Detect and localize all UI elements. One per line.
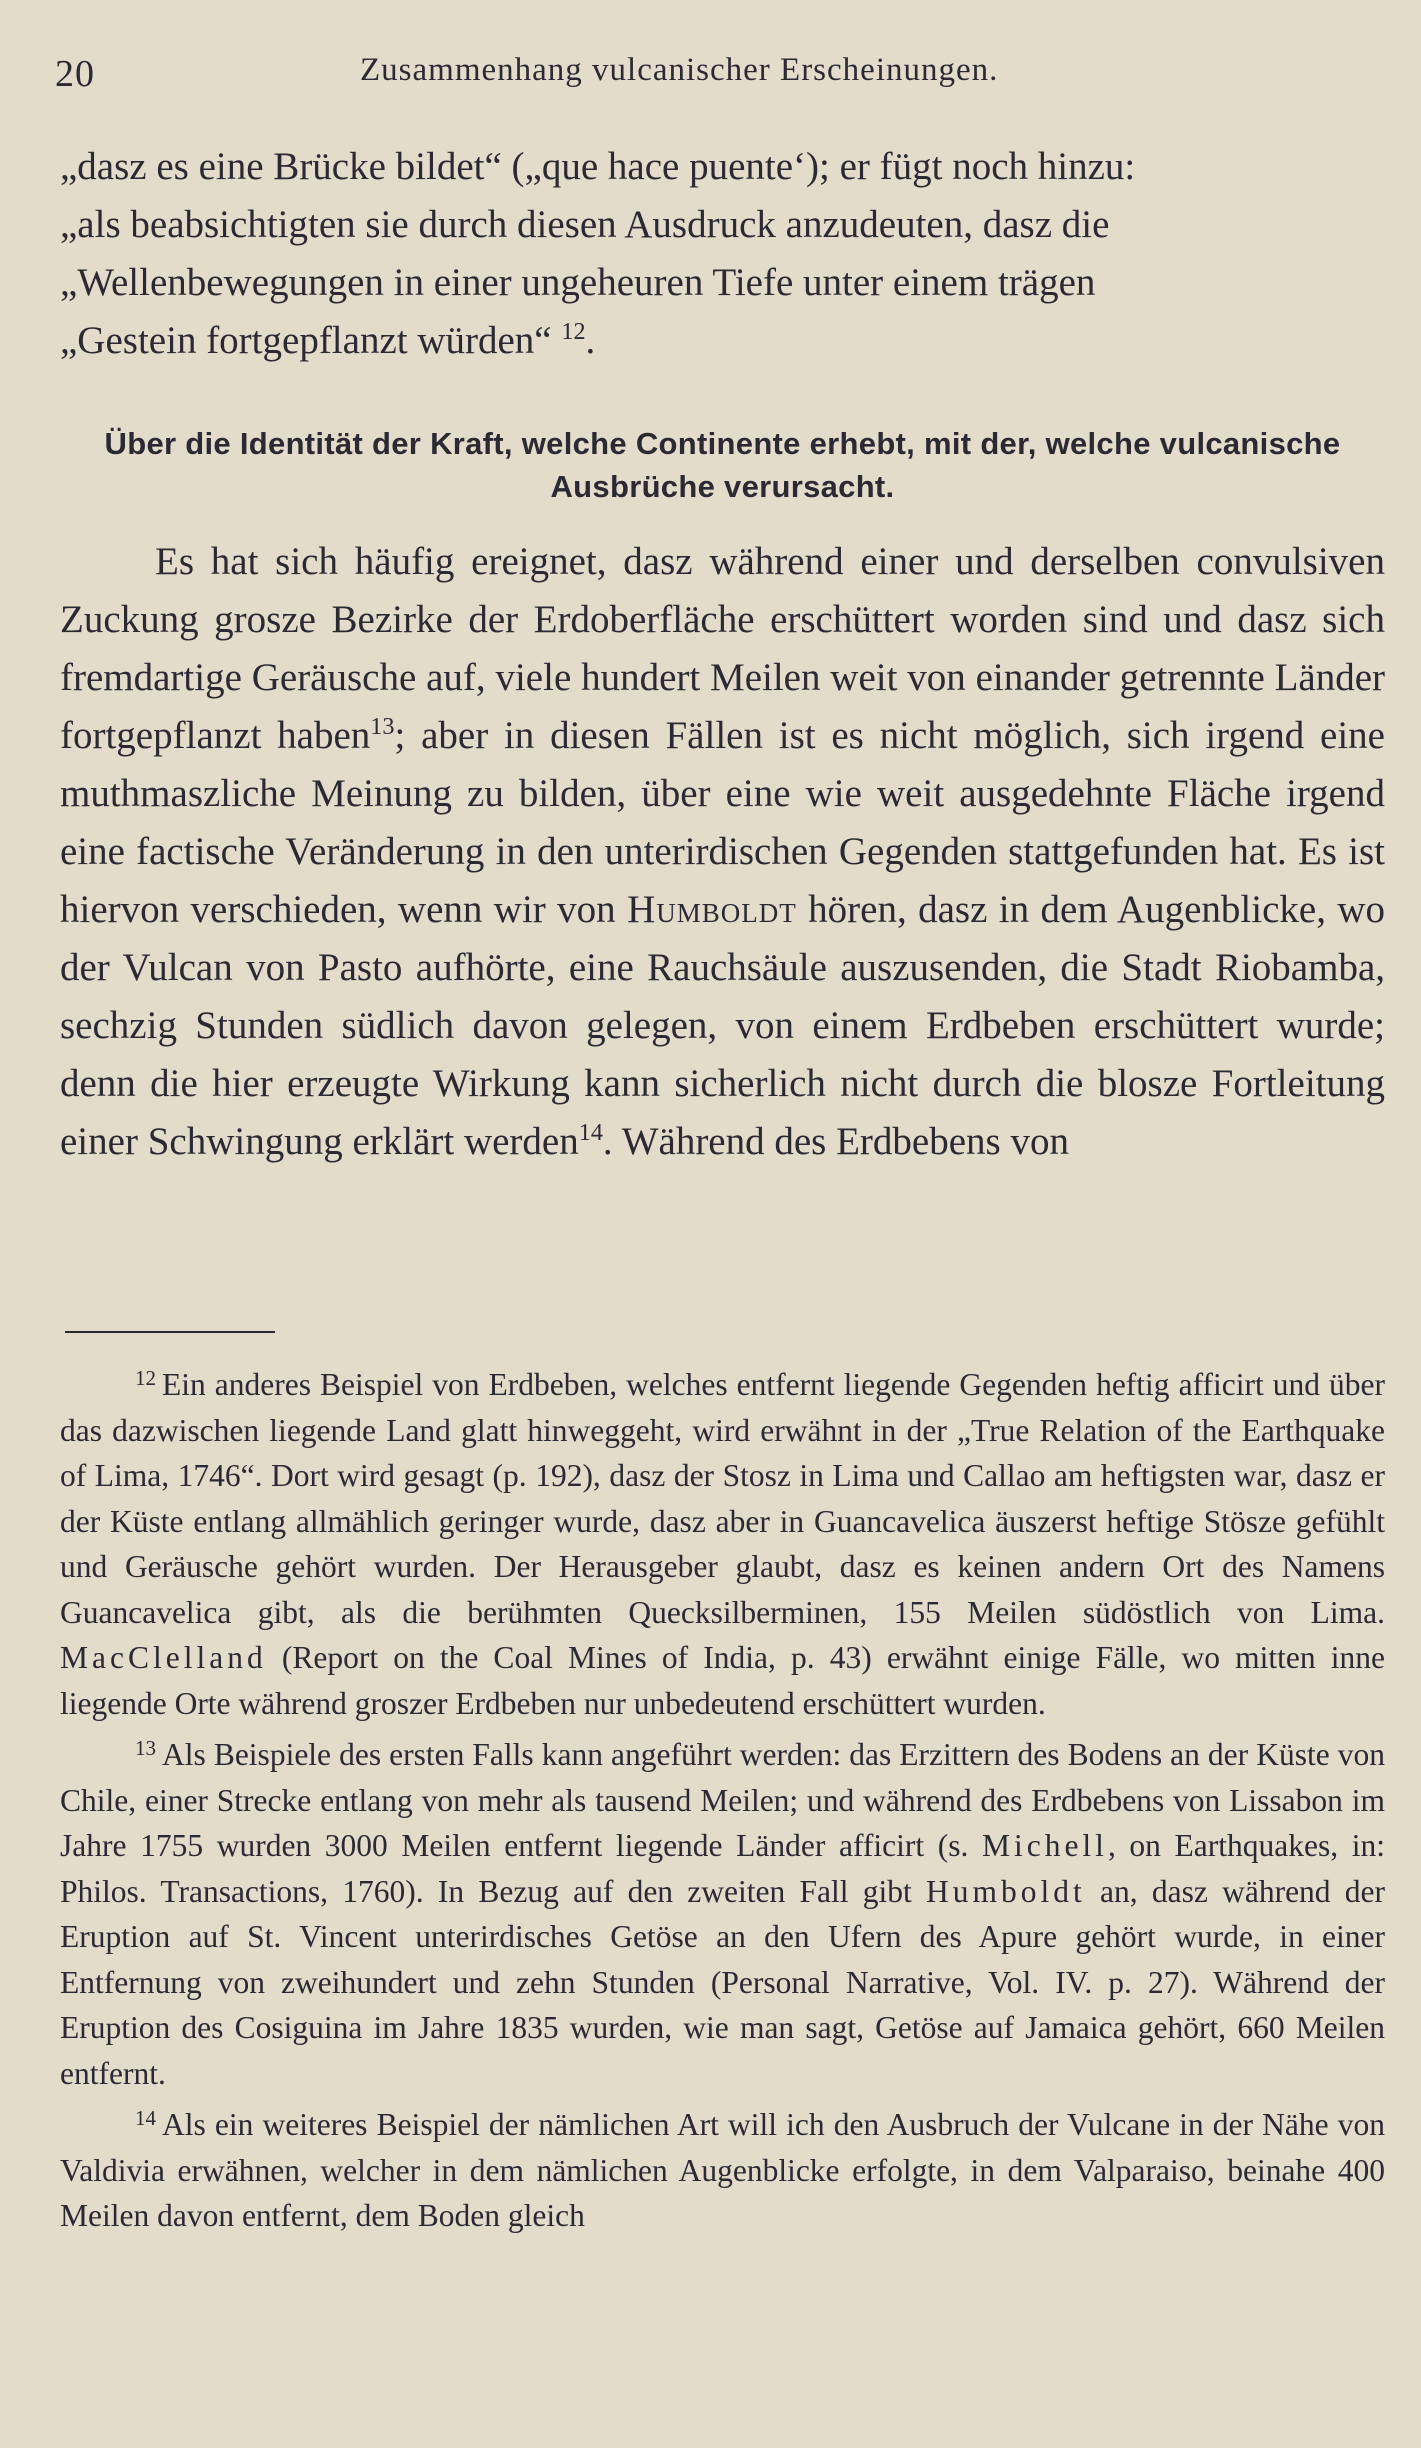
footnote-number: 14 [135, 2106, 156, 2130]
footnote-13 [60, 1732, 1385, 2096]
author-name: Michell [981, 1828, 1108, 1863]
paragraph-part-2: ; aber in diesen Fällen ist es nicht möglich, sich irgend eine muthmaszliche Meinung zu bilden, über eine wie weit ausgedehnte Fläche irgend eine factische Veränderung in den unterirdischen Gegenden stattgefunden hat. Es ist hiervon verschieden, wenn wir von [60, 714, 1385, 931]
footnote-ref-12: 12 [561, 318, 586, 345]
author-name: MacClelland [60, 1640, 267, 1675]
footnote-text: , on Earthquakes, in: Philos. Transactions, 1760). In Bezug auf den zweiten Fall gibt [60, 1828, 1385, 1909]
footnote-ref-13: 13 [370, 713, 395, 740]
footnote-text: Ein anderes Beispiel von Erdbeben, welches entfernt liegende Gegenden heftig afficirt und über das dazwischen liegende Land glatt hinweggeht, wird erwähnt in der „True Relation of the Earthquake of Lima, 1746“. Dort wird gesagt (p. 192), dasz der Stosz in Lima und Callao am heftigsten war, dasz er der Küste entlang allmählich geringer wurde, dasz aber in Guancavelica äuszerst heftige Stösze gefühlt und Geräusche gehört wurden. Der Herausgeber glaubt, dasz es keinen andern Ort des Namens Guancavelica gibt, als die berühmten Quecksilberminen, 155 Meilen südöstlich von Lima. [60, 1367, 1385, 1630]
quote-line: „als beabsichtigten sie durch diesen Ausdruck anzudeuten, dasz die [60, 203, 1110, 246]
footnote-12 [60, 1362, 1385, 1726]
section-heading-line-1: Über die Identität der Kraft, welche Continente erhebt, mit der, welche vulcanische [104, 426, 1341, 461]
section-heading [60, 422, 1385, 508]
footnote-text: (Report on the Coal Mines of India, p. 43) erwähnt einige Fälle, wo mitten inne liegende Orte während groszer Erdbeben nur unbedeutend erschüttert wurden. [60, 1640, 1386, 1721]
quote-line: „dasz es eine Brücke bildet“ („que hace puente‘); er fügt noch hinzu: [60, 145, 1136, 188]
paragraph-text [60, 533, 1385, 1171]
footnote-number: 12 [135, 1366, 156, 1390]
footnote-text: Als Beispiele des ersten Falls kann angeführt werden: das Erzittern des Bodens an der Küste von Chile, einer Strecke entlang von mehr als tausend Meilen; und während des Erdbebens von Lissabon im Jahre 1755 wurden 3000 Meilen entfernt liegende Länder afficirt (s. [60, 1737, 1385, 1863]
page-number: 20 [55, 53, 95, 95]
main-paragraph [60, 533, 1385, 1171]
footnote-ref-14: 14 [578, 1119, 603, 1146]
footnote-divider [65, 1331, 275, 1333]
quote-line: „Wellenbewegungen in einer ungeheuren Tiefe unter einem trägen [60, 261, 1096, 304]
quote-line [60, 312, 1385, 370]
footnote-text: an, dasz während der Eruption auf St. Vincent unterirdisches Getöse an den Ufern des Apure gehört wurde, in einer Entfernung von zweihundert und zehn Stunden (Personal Narrative, Vol. IV. p. 27). Während der Eruption des Cosiguina im Jahre 1835 wurden, wie man sagt, Getöse auf Jamaica gehört, 660 Meilen entfernt. [60, 1873, 1386, 2091]
footnote-text: Als ein weiteres Beispiel der nämlichen Art will ich den Ausbruch der Vulcane in der Nähe von Valdivia erwähnen, welcher in dem nämlichen Augenblicke erfolgte, in dem Valparaiso, beinahe 400 Meilen davon entfernt, dem Boden gleich [60, 2107, 1385, 2233]
continued-paragraph [60, 138, 1385, 370]
author-name: Humboldt [627, 888, 797, 931]
paragraph-part-4: . Während des Erdbebens von [602, 1120, 1069, 1163]
sentence-end: . [585, 319, 596, 362]
section-heading-line-2: Ausbrüche verursacht. [550, 469, 895, 504]
author-name: Humboldt [926, 1873, 1086, 1909]
quote-line-text: „Gestein fortgepflanzt würden“ [60, 319, 552, 362]
footnote-number: 13 [135, 1736, 156, 1760]
running-title: Zusammenhang vulcanischer Erscheinungen. [360, 52, 999, 88]
paragraph-part-1: Es hat sich häufig ereignet, dasz während einer und derselben convulsiven Zuckung grosze Bezirke der Erdoberfläche erschüttert worden sind und dasz sich fremdartige Geräusche auf, viele hundert Meilen weit von einander getrennte Länder fortgepflanzt haben [60, 540, 1385, 757]
running-header [55, 52, 1390, 100]
footnote-14 [60, 2102, 1385, 2239]
paragraph-part-3: hören, dasz in dem Augenblicke, wo der Vulcan von Pasto aufhörte, eine Rauchsäule auszusenden, die Stadt Riobamba, sechzig Stunden südlich davon gelegen, von einem Erdbeben erschüttert wurde; denn die hier erzeugte Wirkung kann sicherlich nicht durch die blosze Fortleitung einer Schwingung erklärt werden [60, 888, 1386, 1163]
footnotes [60, 1362, 1385, 2245]
